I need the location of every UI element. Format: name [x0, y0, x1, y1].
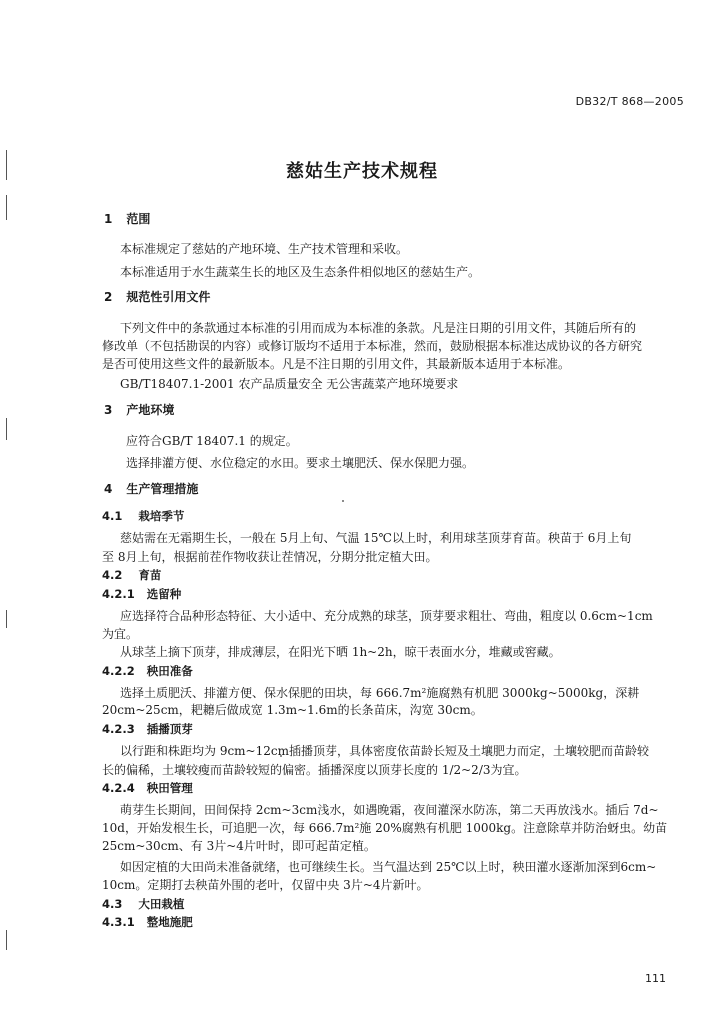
- subsection-number: 4.3.1: [102, 915, 135, 929]
- subsection-title: 秧田管理: [146, 781, 193, 795]
- subsection-number: 4.2.1: [102, 587, 135, 601]
- subsection-4-3-1-heading: [102, 916, 193, 929]
- paragraph-line: 如因定植的大田尚未准备就绪，也可继续生长。当气温达到 25℃以上时，秧田灌水逐渐加深到6cm~: [120, 860, 657, 874]
- subsection-title: 整地施肥: [146, 915, 193, 929]
- paragraph-line: 25cm~30cm、有 3片~4片叶时，即可起苗定植。: [102, 839, 376, 853]
- section-3-heading: [104, 404, 174, 417]
- subsection-4-2-1-heading: [102, 588, 181, 601]
- section-number: 3: [104, 403, 113, 417]
- subsection-number: 4.2.2: [102, 664, 135, 678]
- section-title: 范围: [126, 212, 151, 226]
- subsection-4-2-4-heading: [102, 782, 193, 795]
- paragraph-line: 慈姑需在无霜期生长，一般在 5月上旬、气温 15℃以上时，利用球茎顶芽育苗。秧苗于 6月上旬: [120, 531, 632, 545]
- scan-margin-mark: [6, 195, 7, 220]
- section-title: 产地环境: [126, 403, 175, 417]
- subsection-number: 4.2.4: [102, 781, 135, 795]
- paragraph-line: 从球茎上摘下顶芽，排成薄层，在阳光下晒 1h~2h，晾干表面水分，堆藏或窖藏。: [120, 645, 561, 659]
- subsection-title: 育苗: [138, 568, 162, 582]
- paragraph: 应符合GB/T 18407.1 的规定。: [126, 434, 298, 448]
- paragraph: 本标准规定了慈姑的产地环境、生产技术管理和采收。: [120, 242, 409, 256]
- scan-dot: [342, 500, 344, 502]
- subsection-title: 大田栽植: [138, 897, 185, 911]
- paragraph-line: 10d，开始发根生长，可追肥一次，每 666.7m²施 20%腐熟有机肥 1000kg。注意除草并防治蚜虫。幼苗: [102, 821, 668, 835]
- scan-margin-mark: [6, 930, 7, 950]
- scan-margin-mark: [6, 610, 7, 628]
- subsection-title: 秧田准备: [146, 664, 193, 678]
- section-4-heading: [104, 483, 198, 496]
- subsection-number: 4.2: [102, 568, 123, 582]
- subsection-4-2-3-heading: [102, 723, 193, 736]
- paragraph-line: 萌芽生长期间，田间保持 2cm~3cm浅水，如遇晚霜，夜间灌深水防冻，第二天再放浅水。插后 7d~: [120, 803, 659, 817]
- section-number: 2: [104, 290, 113, 304]
- subsection-number: 4.2.3: [102, 722, 135, 736]
- section-title: 生产管理措施: [126, 482, 199, 496]
- document-title: 慈姑生产技术规程: [286, 161, 438, 182]
- subsection-title: 栽培季节: [138, 509, 185, 523]
- scan-margin-mark: [6, 418, 7, 440]
- standard-code: DB32/T 868—2005: [575, 95, 684, 108]
- subsection-number: 4.3: [102, 897, 123, 911]
- subsection-title: 插播顶芽: [146, 722, 193, 736]
- section-title: 规范性引用文件: [126, 290, 211, 304]
- subsection-4-2-heading: [102, 569, 161, 582]
- paragraph-line: 是否可使用这些文件的最新版本。凡是不注日期的引用文件，其最新版本适用于本标准。: [102, 357, 571, 371]
- section-number: 1: [104, 212, 113, 226]
- subsection-number: 4.1: [102, 509, 123, 523]
- paragraph-line: 20cm~25cm，耙耱后做成宽 1.3m~1.6m的长条苗床，沟宽 30cm。: [102, 703, 483, 717]
- paragraph-line: 以行距和株距均为 9cm~12cm插播顶芽，具体密度依苗龄长短及土壤肥力而定，土壤较肥而苗龄较: [120, 744, 649, 758]
- paragraph-line: 选择土质肥沃、排灌方便、保水保肥的田块，每 666.7m²施腐熟有机肥 3000kg~5000kg，深耕: [120, 686, 640, 700]
- section-2-heading: [104, 291, 210, 304]
- section-1-heading: [104, 213, 150, 226]
- paragraph-line: 修改单（不包括勘误的内容）或修订版均不适用于本标准，然而，鼓励根据本标准达成协议的各方研究: [102, 339, 643, 353]
- paragraph-line: 10cm。定期打去秧苗外围的老叶，仅留中央 3片~4片新叶。: [102, 878, 429, 892]
- section-number: 4: [104, 482, 113, 496]
- paragraph-line: 下列文件中的条款通过本标准的引用而成为本标准的条款。凡是注日期的引用文件，其随后所有的: [120, 321, 637, 335]
- paragraph: 选择排灌方便、水位稳定的水田。要求土壤肥沃、保水保肥力强。: [126, 456, 475, 470]
- paragraph-line: 至 8月上旬，根据前茬作物收获让茬情况，分期分批定植大田。: [102, 550, 438, 564]
- subsection-4-3-heading: [102, 898, 184, 911]
- paragraph-line: 应选择符合品种形态特征、大小适中、充分成熟的球茎，顶芽要求粗壮、弯曲，粗度以 0.6cm~1cm: [120, 609, 653, 623]
- subsection-4-1-heading: [102, 510, 184, 523]
- subsection-4-2-2-heading: [102, 665, 193, 678]
- page-number: 111: [645, 972, 666, 985]
- normative-reference: GB/T18407.1-2001 农产品质量安全 无公害蔬菜产地环境要求: [120, 377, 459, 391]
- paragraph-line: 为宜。: [102, 627, 139, 641]
- subsection-title: 选留种: [146, 587, 182, 601]
- paragraph-line: 长的偏稀，土壤较瘦而苗龄较短的偏密。插播深度以顶芽长度的 1/2~2/3为宜。: [102, 763, 527, 777]
- paragraph: 本标准适用于水生蔬菜生长的地区及生态条件相似地区的慈姑生产。: [120, 265, 481, 279]
